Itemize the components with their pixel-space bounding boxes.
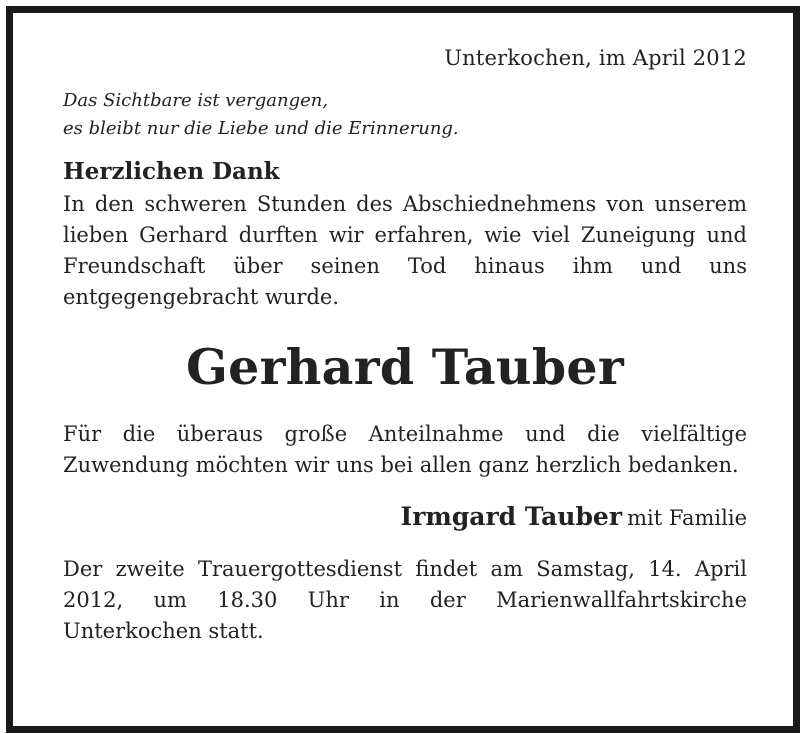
thanks-paragraph: In den schweren Stunden des Abschiednehmens von unserem lieben Gerhard durften wir erfahren, wie viel Zuneigung und Freundschaft über seinen Tod hinaus ihm und uns entgegengebracht wurde. bbox=[63, 192, 747, 309]
quote-line-1: Das Sichtbare ist vergangen, bbox=[63, 90, 329, 111]
deceased-name: Gerhard Tauber bbox=[186, 338, 624, 396]
place-date: Unterkochen, im April 2012 bbox=[444, 46, 747, 70]
thanks-heading: Herzlichen Dank bbox=[63, 158, 280, 185]
gratitude-paragraph: Für die überaus große Anteilnahme und die vielfältige Zuwendung möchten wir uns bei allen ganz herzlich bedanken. bbox=[63, 422, 747, 477]
notice-border bbox=[6, 6, 800, 733]
signature bbox=[63, 501, 747, 536]
service-info: Der zweite Trauergottesdienst findet am Samstag, 14. April 2012, um 18.30 Uhr in der Marienwallfahrtskirche Unterkochen statt. bbox=[63, 557, 747, 643]
quote-line-2: es bleibt nur die Liebe und die Erinnerung. bbox=[63, 118, 459, 139]
signature-name: Irmgard Tauber bbox=[400, 502, 622, 531]
memorial-quote bbox=[63, 87, 747, 143]
signature-suffix: mit Familie bbox=[627, 506, 747, 530]
notice-content bbox=[63, 43, 747, 647]
